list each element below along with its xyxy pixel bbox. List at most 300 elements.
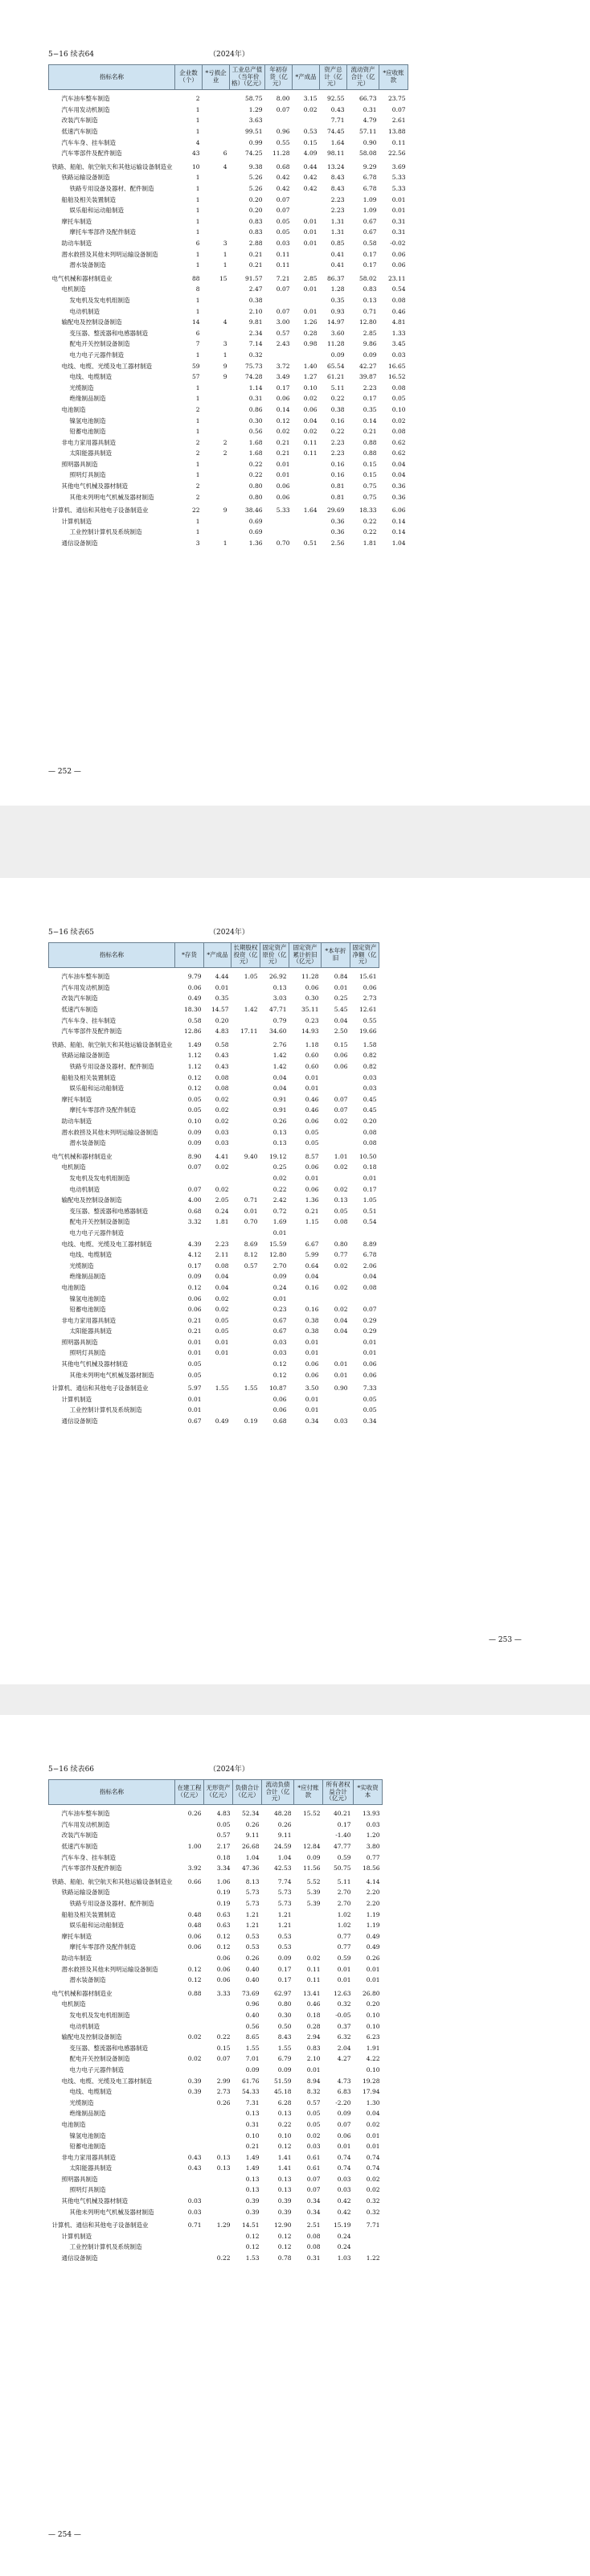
cell-value [204, 2141, 233, 2152]
cell-value: 1.69 [272, 1218, 287, 1226]
table-row [49, 2020, 383, 2032]
row-label: 光缆制造 [69, 2098, 94, 2106]
page-header [48, 926, 531, 937]
cell-value: 0.88 [187, 1989, 202, 1997]
row-label: 铁路专用设备及器材、配件制造 [69, 185, 154, 193]
cell-value: 0.17 [187, 1261, 202, 1270]
cell-value: 0.21 [276, 438, 290, 446]
cell-value: 5.26 [248, 185, 263, 193]
row-label: 其他电气机械及器材制造 [61, 1360, 128, 1368]
row-label: 改装汽车制造 [61, 117, 98, 125]
table-row [49, 1942, 383, 1953]
cell-value: 0.49 [366, 1943, 380, 1951]
cell-value: 0.13 [245, 2186, 260, 2194]
cell-value: 0.69 [248, 517, 263, 525]
cell-value: 18.56 [363, 1864, 380, 1873]
row-label: 工业控制计算机及系统制造 [69, 528, 142, 536]
cell-value [293, 295, 320, 306]
cell-value [204, 2130, 233, 2141]
row-label: 计算机制造 [61, 517, 92, 525]
row-label: 电线、电缆、光缆及电工器材制造 [61, 2077, 152, 2085]
cell-value: 1.26 [303, 318, 318, 326]
cell-value: 0.40 [245, 1976, 260, 1984]
cell-value: 0.01 [303, 307, 318, 315]
cell-value: 4.12 [187, 1251, 202, 1259]
cell-value: 0.06 [363, 1371, 377, 1379]
table-row [49, 1830, 383, 1841]
row-label: 娱乐船和运动船制造 [69, 1922, 124, 1930]
cell-value: 0.75 [363, 493, 377, 501]
cell-value: 0.04 [272, 1073, 287, 1081]
cell-value: 0.04 [334, 1316, 348, 1324]
cell-value: 26.92 [269, 973, 287, 981]
cell-value: 50.75 [334, 1864, 351, 1873]
cell-value: 0.06 [363, 1360, 377, 1368]
cell-value: 22 [191, 507, 200, 515]
cell-value: 0.02 [215, 1294, 229, 1302]
cell-value [203, 137, 230, 148]
cell-value: 0.07 [276, 285, 290, 293]
cell-value [231, 993, 260, 1004]
cell-value: 2.70 [337, 1889, 351, 1897]
cell-value: 2.11 [215, 1251, 229, 1259]
cell-value: 0.05 [216, 1820, 231, 1828]
cell-value: 6 [195, 329, 200, 337]
cell-value: 0.06 [216, 1965, 231, 1973]
table-row [49, 448, 408, 459]
cell-value: 0.05 [306, 2120, 321, 2128]
cell-value: 1 [195, 207, 200, 215]
cell-value: 8.13 [245, 1877, 260, 1885]
cell-value: 0.01 [391, 195, 406, 203]
cell-value [203, 459, 230, 470]
cell-value: 0.43 [215, 1063, 229, 1071]
cell-value: 0.11 [391, 138, 406, 146]
cell-value: 0.13 [277, 2110, 292, 2118]
cell-value: 1.21 [277, 1910, 292, 1918]
column-header: 长期股权投资（亿元） [231, 943, 260, 968]
cell-value: 1.36 [305, 1196, 319, 1204]
table-row [49, 1026, 379, 1040]
cell-value: 0.59 [337, 1955, 351, 1963]
cell-value [231, 1369, 260, 1383]
table-row [49, 527, 408, 538]
table-row [49, 1173, 379, 1184]
row-label: 绝缘制品制造 [69, 1273, 106, 1281]
cell-value [203, 470, 230, 481]
cell-value: 0.57 [276, 329, 290, 337]
row-label: 配电开关控制设备制造 [69, 2055, 130, 2063]
cell-value: 1 [195, 351, 200, 359]
row-label: 通信设备制造 [61, 1417, 98, 1425]
cell-value: 0.02 [215, 1106, 229, 1114]
cell-value [204, 2119, 233, 2131]
cell-value: 0.07 [276, 307, 290, 315]
cell-value: 0.35 [330, 296, 345, 304]
cell-value: 0.07 [276, 195, 290, 203]
cell-value: 0.67 [272, 1327, 287, 1335]
table-row [49, 2032, 383, 2043]
cell-value: 7.14 [248, 340, 263, 348]
cell-value: 48.28 [274, 1810, 292, 1818]
cell-value: 0.12 [187, 1976, 202, 1984]
cell-value: 0.06 [276, 395, 290, 403]
cell-value: 1.33 [391, 329, 406, 337]
cell-value: 3.80 [366, 1843, 380, 1851]
cell-value: 6.79 [277, 2055, 292, 2063]
cell-value: 7.31 [245, 2098, 260, 2106]
cell-value [175, 2042, 204, 2053]
cell-value: 0.28 [303, 329, 318, 337]
cell-value [203, 415, 230, 426]
cell-value: 0.05 [305, 1139, 319, 1147]
cell-value [294, 1909, 323, 1920]
table-row [49, 1369, 379, 1383]
cell-value: 1.53 [245, 2254, 260, 2262]
cell-value: 2.47 [248, 285, 263, 293]
cell-value: 0.07 [363, 1306, 377, 1314]
cell-value: 14.97 [327, 318, 345, 326]
cell-value: 1 [195, 185, 200, 193]
row-label: 汽车用发动机制造 [61, 1820, 110, 1828]
cell-value: 15.52 [303, 1810, 321, 1818]
cell-value: 0.08 [334, 1218, 348, 1226]
table-row [49, 516, 408, 527]
cell-value [354, 2242, 383, 2253]
cell-value: -0.05 [335, 2011, 351, 2019]
table-row [49, 1050, 379, 1061]
row-label: 计算机、通信和其他电子设备制造业 [51, 507, 149, 515]
cell-value [293, 516, 320, 527]
cell-value: 1.55 [215, 1384, 229, 1393]
column-header: 固定资产净额（亿元） [350, 943, 379, 968]
table-row [49, 205, 408, 216]
row-label: 电动机制造 [69, 307, 100, 315]
row-label: 铁路运输设备制造 [61, 1052, 110, 1060]
cell-value: 0.21 [363, 428, 377, 436]
page-252 [0, 0, 590, 806]
cell-value: 1.42 [272, 1052, 287, 1060]
cell-value: 2.10 [248, 307, 263, 315]
row-label: 电机制造 [61, 285, 86, 293]
cell-value: 0.13 [363, 296, 377, 304]
cell-value: 2.20 [366, 1889, 380, 1897]
cell-value: 1.02 [337, 1922, 351, 1930]
cell-value: 12.84 [303, 1843, 321, 1851]
cell-value: 0.57 [216, 1832, 231, 1840]
cell-value: 0.12 [216, 1943, 231, 1951]
cell-value: 0.05 [215, 1316, 229, 1324]
cell-value: 0.07 [216, 2055, 231, 2063]
cell-value: 0.84 [334, 973, 348, 981]
cell-value: 5.99 [305, 1251, 319, 1259]
cell-value: 18.33 [359, 507, 377, 515]
row-label: 配电开关控制设备制造 [69, 1218, 130, 1226]
table-row [49, 2010, 383, 2021]
cell-value: 0.31 [391, 217, 406, 225]
cell-value: 0.01 [305, 1338, 319, 1346]
table-row [49, 183, 408, 195]
cell-value: 2 [195, 449, 200, 457]
cell-value: 0.02 [215, 1163, 229, 1171]
cell-value: 9 [223, 373, 227, 381]
cell-value: 1.81 [363, 539, 377, 548]
cell-value: 2.23 [330, 207, 345, 215]
cell-value: 3.34 [216, 1864, 231, 1873]
cell-value: 2 [195, 405, 200, 413]
cell-value: 3.32 [187, 1218, 202, 1226]
cell-value: 0.13 [272, 1139, 287, 1147]
row-label: 汽车用发动机制造 [61, 105, 110, 113]
cell-value: 8.57 [305, 1152, 319, 1160]
cell-value: 0.02 [366, 2120, 380, 2128]
cell-value: 0.06 [305, 1163, 319, 1171]
cell-value: 0.05 [363, 1395, 377, 1403]
row-label: 电线、电缆制造 [69, 2088, 112, 2096]
cell-value: 8.43 [330, 174, 345, 182]
table-row [49, 426, 408, 437]
cell-value: 23.75 [388, 95, 406, 103]
cell-value: 0.42 [337, 2208, 351, 2216]
cell-value: 0.01 [276, 460, 290, 468]
cell-value: 0.09 [245, 2065, 260, 2074]
cell-value: 0.36 [391, 493, 406, 501]
cell-value: 0.39 [277, 2208, 292, 2216]
table-row [49, 2231, 383, 2242]
cell-value: 58.75 [245, 95, 263, 103]
cell-value: 0.07 [337, 2120, 351, 2128]
cell-value: 0.09 [337, 2110, 351, 2118]
cell-value: 0.35 [215, 995, 229, 1003]
cell-value: 0.02 [215, 1185, 229, 1193]
cell-value: 10.87 [269, 1384, 287, 1393]
cell-value [294, 1920, 323, 1931]
cell-value [293, 248, 320, 260]
cell-value: 1 [195, 250, 200, 258]
cell-value: 7 [195, 340, 200, 348]
cell-value: 0.03 [391, 351, 406, 359]
table-row [49, 126, 408, 137]
row-label: 娱乐船和运动船制造 [69, 1085, 124, 1093]
cell-value: 0.22 [277, 2120, 292, 2128]
cell-value: 3.60 [330, 329, 345, 337]
cell-value: 0.08 [363, 1139, 377, 1147]
cell-value: 0.18 [306, 2011, 321, 2019]
page-number: — 253 — [489, 1636, 522, 1644]
cell-value: 0.16 [305, 1306, 319, 1314]
cell-value: 0.71 [187, 2221, 202, 2229]
cell-value: 1 [195, 174, 200, 182]
cell-value: 0.31 [391, 228, 406, 236]
cell-value [203, 382, 230, 393]
cell-value [203, 105, 230, 116]
cell-value: 0.17 [363, 250, 377, 258]
cell-value: 2.85 [303, 274, 318, 282]
cell-value [322, 1138, 350, 1151]
cell-value [175, 2010, 204, 2021]
cell-value: 0.22 [363, 528, 377, 536]
cell-value [175, 2108, 204, 2119]
cell-value: 0.71 [244, 1196, 258, 1204]
cell-value: 0.12 [272, 1360, 287, 1368]
cell-value: 0.10 [391, 405, 406, 413]
cell-value: 0.17 [363, 261, 377, 269]
cell-value: 0.31 [363, 105, 377, 113]
table-row [49, 1805, 383, 1819]
cell-value: 0.01 [303, 285, 318, 293]
page-number: — 254 — [48, 2531, 81, 2539]
column-header: 在建工程（亿元） [175, 1780, 204, 1805]
cell-value: 1.55 [277, 2044, 292, 2052]
cell-value: 1.29 [216, 2221, 231, 2229]
table-row [49, 2196, 383, 2207]
cell-value: 0.03 [187, 2208, 202, 2216]
cell-value: 0.04 [272, 1085, 287, 1093]
cell-value: 14.93 [301, 1028, 319, 1036]
cell-value: 5.73 [277, 1900, 292, 1908]
cell-value: 0.80 [334, 1240, 348, 1248]
cell-value: 0.20 [366, 2000, 380, 2008]
cell-value: 0.15 [363, 460, 377, 468]
cell-value: 0.13 [272, 1128, 287, 1136]
cell-value: 0.81 [330, 482, 345, 490]
cell-value: 4 [223, 162, 227, 170]
cell-value: 0.03 [366, 1820, 380, 1828]
cell-value: 0.06 [363, 983, 377, 991]
indicator-name-header: 指标名称 [49, 943, 175, 968]
cell-value: 0.02 [306, 1955, 321, 1963]
cell-value: 0.11 [303, 438, 318, 446]
row-label: 其他电气机械及器材制造 [61, 482, 128, 490]
cell-value: 0.22 [248, 460, 263, 468]
row-label: 摩托车制造 [61, 217, 92, 225]
cell-value: 92.55 [327, 95, 345, 103]
table-row [49, 1183, 379, 1195]
cell-value: 3 [223, 340, 227, 348]
cell-value: 0.01 [305, 1349, 319, 1357]
cell-value: 0.48 [187, 1910, 202, 1918]
row-label: 镍氢电池制造 [69, 416, 106, 425]
cell-value: 0.13 [277, 2175, 292, 2183]
cell-value: 2.51 [306, 2221, 321, 2229]
row-label: 潜水装备制造 [69, 261, 106, 269]
cell-value [203, 205, 230, 216]
table-row [49, 162, 408, 173]
cell-value: 0.15 [363, 471, 377, 479]
column-header: *本年折旧 [322, 943, 350, 968]
cell-value [293, 115, 320, 126]
cell-value [231, 1083, 260, 1094]
cell-value: 0.02 [303, 428, 318, 436]
table-row [49, 415, 408, 426]
cell-value: 0.03 [363, 1073, 377, 1081]
cell-value: 4.27 [337, 2055, 351, 2063]
cell-value: 0.04 [303, 416, 318, 425]
cell-value: 0.13 [245, 2175, 260, 2183]
cell-value: 0.64 [305, 1261, 319, 1270]
cell-value: 0.06 [216, 1976, 231, 1984]
cell-value: 0.06 [337, 2131, 351, 2139]
cell-value: 0.08 [363, 1283, 377, 1291]
cell-value: 7.74 [277, 1877, 292, 1885]
cell-value [203, 90, 230, 105]
row-label: 铅蓄电池制造 [69, 428, 106, 436]
cell-value: 0.63 [216, 1910, 231, 1918]
cell-value: 0.98 [303, 340, 318, 348]
table-row [49, 2042, 383, 2053]
cell-value: 6.78 [363, 174, 377, 182]
cell-value: 1.21 [245, 1922, 260, 1930]
page-number: — 252 — [48, 768, 81, 776]
cell-value: 0.17 [337, 1820, 351, 1828]
table-row [49, 1383, 379, 1394]
cell-value [175, 2184, 204, 2196]
cell-value: 0.07 [276, 207, 290, 215]
cell-value: 5.73 [277, 1889, 292, 1897]
cell-value: 1.41 [277, 2153, 292, 2161]
cell-value: 99.51 [245, 128, 263, 136]
cell-value: 1 [195, 296, 200, 304]
cell-value: 14 [191, 318, 200, 326]
cell-value: 0.02 [391, 416, 406, 425]
cell-value: 1.81 [215, 1218, 229, 1226]
row-label: 镍氢电池制造 [69, 2131, 106, 2139]
cell-value: 0.70 [276, 539, 290, 548]
cell-value: 0.01 [303, 217, 318, 225]
table-row [49, 260, 408, 273]
cell-value: 0.53 [303, 128, 318, 136]
cell-value: 1.22 [366, 2254, 380, 2262]
table-row [49, 1162, 379, 1173]
cell-value: 4.81 [391, 318, 406, 326]
cell-value: 0.13 [277, 2186, 292, 2194]
cell-value: 9.81 [248, 318, 263, 326]
cell-value: 0.10 [366, 2011, 380, 2019]
cell-value: 0.01 [337, 1965, 351, 1973]
cell-value: 47.36 [242, 1864, 260, 1873]
cell-value: 0.17 [277, 1965, 292, 1973]
cell-value: 0.42 [303, 174, 318, 182]
cell-value: 0.16 [330, 471, 345, 479]
cell-value: 0.04 [215, 1283, 229, 1291]
row-label: 计算机、通信和其他电子设备制造业 [51, 1384, 149, 1393]
cell-value: 0.88 [363, 438, 377, 446]
cell-value: 0.01 [187, 1349, 202, 1357]
table-row [49, 1920, 383, 1931]
row-label: 输配电及控制设备制造 [61, 2033, 122, 2041]
cell-value [231, 1183, 260, 1195]
cell-value: 8.65 [245, 2033, 260, 2041]
table-row [49, 115, 408, 126]
table-row [49, 1061, 379, 1073]
cell-value: 0.06 [391, 250, 406, 258]
cell-value: 0.07 [334, 1095, 348, 1103]
cell-value: 0.10 [366, 2022, 380, 2030]
table-row [49, 105, 408, 116]
row-label: 汽车零部件及配件制造 [61, 150, 122, 158]
cell-value: 11.28 [301, 973, 319, 981]
table-row [49, 1359, 379, 1370]
cell-value [231, 1072, 260, 1083]
table-row [49, 273, 408, 285]
cell-value [203, 426, 230, 437]
cell-value: 5.33 [391, 185, 406, 193]
cell-value: 2.43 [276, 340, 290, 348]
cell-value: 6.06 [391, 507, 406, 515]
table-row [49, 1304, 379, 1315]
cell-value: 0.80 [248, 493, 263, 501]
cell-value [204, 2108, 233, 2119]
